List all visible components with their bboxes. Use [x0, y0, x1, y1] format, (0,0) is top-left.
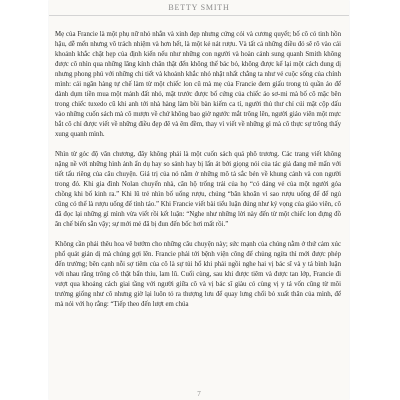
- paragraph: Nhìn từ góc độ văn chương, đây không phải là một cuốn sách quá phô trương. Các trang viết không nặng nề với những hình ảnh ẩn dụ hay so sánh hay bị lấn át bởi giọng nói của tác giả đang mê mẩn với tiết tấu riêng của câu chuyện. Giá trị của nó nằm ở những mô tả sắc bén về khung cảnh và con người trong đó. Khi gia đình Nolan chuyển nhà, căn hộ trống trải của họ “có dáng vẻ của một người góa chồng khi bố kinh ra.” Khi lũ trẻ nhìn bố uống rượu, chúng “băn khoăn vì sao rượu uống để để ngủ cũng có thể là rượu uống để tỉnh táo.” Khi Francie viết bài tiểu luận đúng như ký vọng của giáo viên, cô đã đọc lại những gì mình vừa viết rồi kết luận: “Nghe như những lời này đến từ một chiếc lon đựng đồ ăn chế biến sẵn vậy; sự mới mẻ đã bị đun đến bốc hơi mất rồi.”: [55, 151, 341, 228]
- running-header: BETTY SMITH: [168, 3, 230, 12]
- page-number: 7: [197, 390, 201, 398]
- header-divider: [49, 15, 349, 16]
- book-page: [49, 0, 349, 400]
- paragraph: Mẹ của Francie là một phụ nữ nhỏ nhắn và xinh đẹp nhưng cứng cỏi và cương quyết; bố cô có tinh hồn hậu, dễ mến nhưng vô trách nhiệm và hơn hết, là một kẻ nát rượu. Và tất cả những điều đó sẽ rõ vào cái khoảnh khắc chật hẹp của định kiến nếu như những con người và hoàn cảnh sung quanh Smith không được cô nhìn qua những lăng kính chân thật đến không thể bác bỏ, không được kể lại một cách dung dị nhưng phong phú với những chi tiết và khoảnh khắc nhỏ nhặt nhất chẳng ta như vẻ cuộc sống của chính mình: cái ngăn hàng tự chế làm từ một chiếc lon cũ mà mẹ của Francie đem giấu trong tủ quần áo để dành dụm tiền mua một mảnh đất nhỏ, mặt trước được bố cứng của chiếc áo sơ-mi mà bố cô mặc bên trong chiếc tuxedo cũ khi anh tới nhà hàng làm bồi bàn kiếm ca tí, người thủ thư chỉ cúi mặt cộp dấu vào những cuốn sách mà cô mượn về chứ không bao giờ ngước mắt trông lên, người giáo viên một mực bắt cô chỉ được viết về những điều đẹp đẽ và êm đềm, thay vì viết về những gì mà cô thực sự trông thấy xung quanh mình.: [55, 31, 341, 138]
- paragraph: Không cần phải thêu hoa vẽ bướm cho những câu chuyện này; sức mạnh của chúng nằm ở thứ cảm xúc phổ quát giản dị mà chúng gợi lên. Francie phải tới bệnh viện công để chủng ngừa thì mới được phép đến trường; bên cạnh nỗi sợ tiêm của cô là sự tủi hổ khi phải ngồi nghe hai vị bác sĩ và y tá bình luận với nhau rằng trông cô thật bẩn thỉu, lam lũ. Cuối cùng, sau khi được tiêm và được tan lớp, Francie đi vượt qua khoảng cách giai tầng với người giữa cô và vị bác sĩ giàu có cùng vị y tá vốn cũng từ môi trường giống như cô nhưng giờ lại luôn tỏ ra thượng lưu để quay lưng chối bỏ xuất thân của mình, để mà nói với họ rằng: “Tiếp theo đến lượt em chúa: [55, 241, 341, 308]
- body-text: [55, 30, 341, 320]
